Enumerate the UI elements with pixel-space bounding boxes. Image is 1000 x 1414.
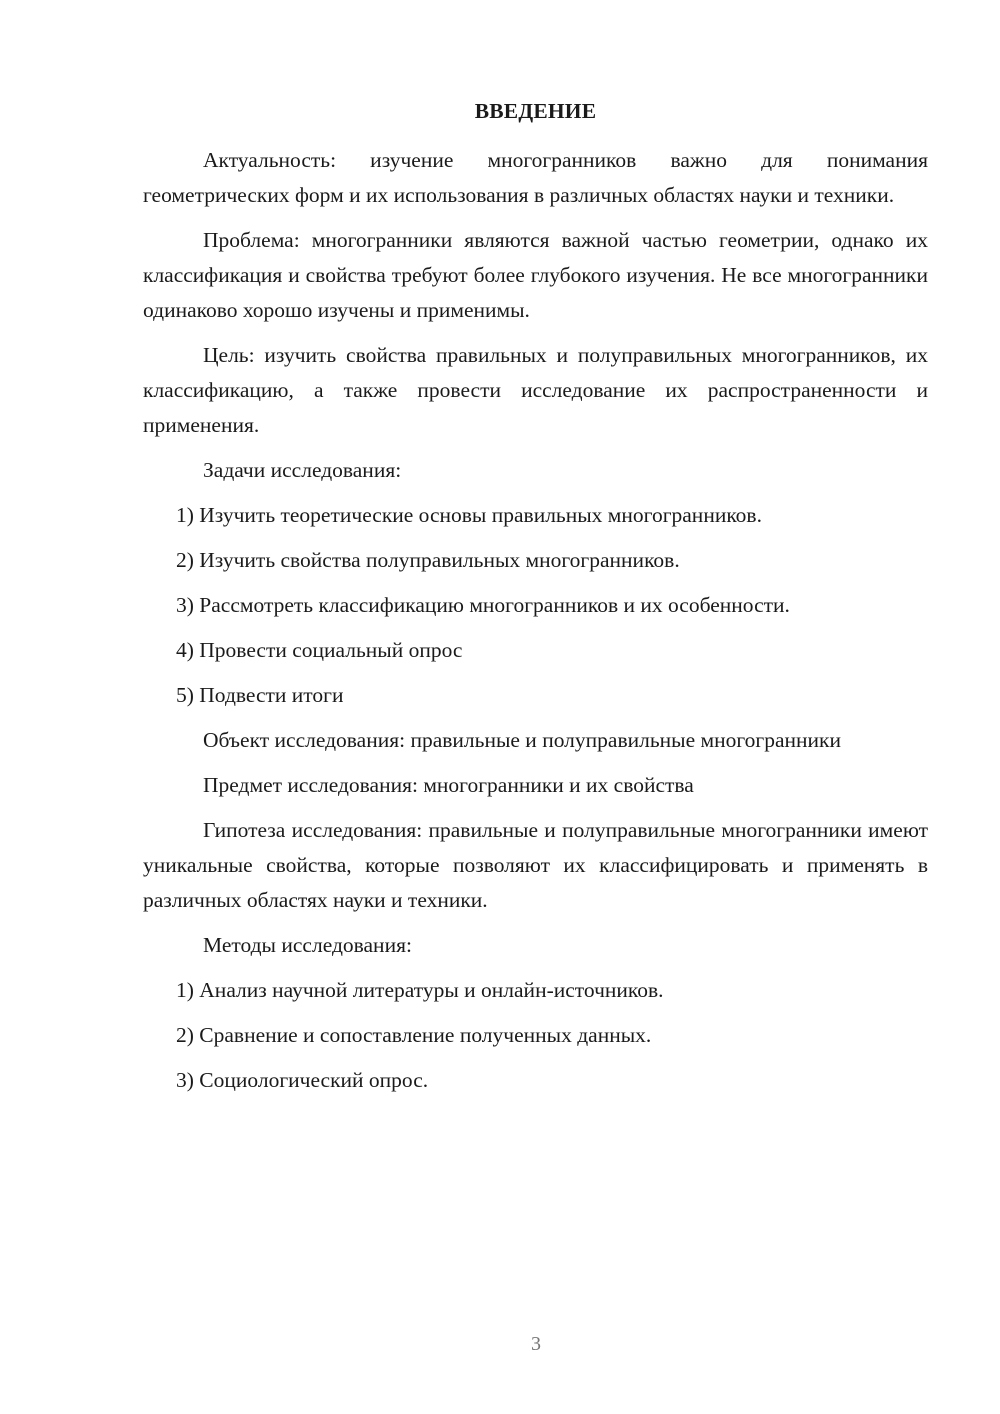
- method-item: 1) Анализ научной литературы и онлайн-источников.: [176, 978, 664, 1002]
- task-item: 3) Рассмотреть классификацию многогранников и их особенности.: [176, 593, 790, 617]
- object-paragraph: Объект исследования: правильные и полуправильные многогранники: [203, 728, 841, 752]
- task-item: 1) Изучить теоретические основы правильных многогранников.: [176, 503, 762, 527]
- task-item: 2) Изучить свойства полуправильных многогранников.: [176, 548, 680, 572]
- problem-paragraph: Проблема: многогранники являются важной частью геометрии, однако их классификация и свойства требуют более глубокого изучения. Не все многогранники одинаково хорошо изучены и применимы.: [143, 228, 928, 322]
- page-title: ВВЕДЕНИЕ: [474, 99, 597, 123]
- task-item: 4) Провести социальный опрос: [176, 638, 463, 662]
- hypothesis-paragraph: Гипотеза исследования: правильные и полуправильные многогранники имеют уникальные свойства, которые позволяют их классифицировать и применять в различных областях науки и техники.: [143, 818, 928, 912]
- subject-paragraph: Предмет исследования: многогранники и их свойства: [203, 773, 694, 797]
- page-number: 3: [531, 1333, 541, 1355]
- method-item: 3) Социологический опрос.: [176, 1068, 429, 1092]
- tasks-heading: Задачи исследования:: [203, 458, 402, 482]
- goal-paragraph: Цель: изучить свойства правильных и полуправильных многогранников, их классификацию, а также провести исследование их распространенности и применения.: [143, 343, 928, 437]
- task-item: 5) Подвести итоги: [176, 683, 344, 707]
- method-item: 2) Сравнение и сопоставление полученных данных.: [176, 1023, 652, 1047]
- document-body: [143, 143, 928, 1108]
- methods-heading: Методы исследования:: [203, 933, 412, 957]
- relevance-paragraph: Актуальность: изучение многогранников важно для понимания геометрических форм и их использования в различных областях науки и техники.: [143, 148, 928, 207]
